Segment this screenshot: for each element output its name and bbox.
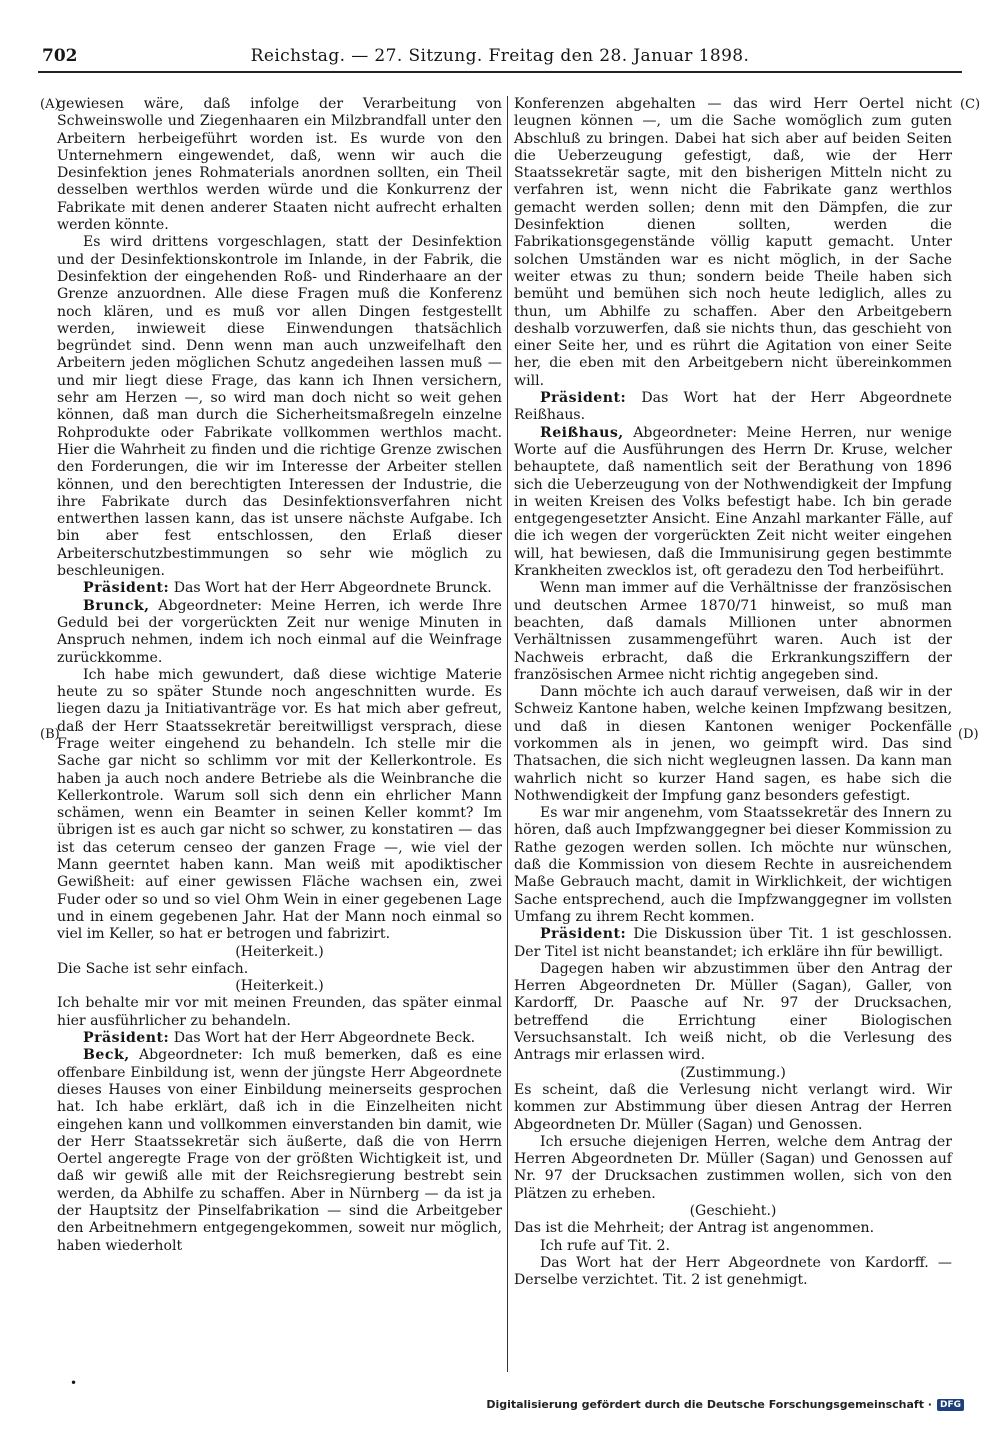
paragraph: Ich rufe auf Tit. 2.: [540, 1237, 671, 1254]
header-rule: [38, 71, 962, 73]
paragraph: Das ist die Mehrheit; der Antrag ist angenommen.: [514, 1220, 875, 1237]
interjection: (Heiterkeit.): [235, 943, 324, 960]
paragraph: Dagegen haben wir abzustimmen über den Antrag der Herren Abgeordneten Dr. Müller (Sagan), Galler, von Kardorff, Dr. Paasche auf Nr. 97 der Drucksachen, betreffend die Errichtung einer Biologischen Versuchsanstalt. Ich weiß nicht, ob die Verlesung des Antrags mir erlassen wird.: [514, 960, 952, 1064]
speaker-name: Präsident:: [83, 580, 170, 597]
interjection: (Zustimmung.): [680, 1064, 786, 1081]
page-header: [38, 44, 962, 72]
margin-marker-b: (B): [40, 727, 60, 742]
interjection: (Heiterkeit.): [235, 978, 324, 995]
speaker-name: Beck,: [83, 1047, 130, 1064]
paragraph: Ich ersuche diejenigen Herren, welche dem Antrag der Herren Abgeordneten Dr. Müller (Sagan) und Genossen auf Nr. 97 der Drucksachen zustimmen wollen, sich von den Plätzen zu erheben.: [514, 1133, 952, 1202]
running-title: Reichstag. — 27. Sitzung. Freitag den 28. Januar 1898.: [250, 46, 750, 66]
speaker-paragraph: Reißhaus, Abgeordneter: Meine Herren, nur wenige Worte auf die Ausführungen des Herrn Dr. Kruse, welcher behauptete, daß namentlich seit der Berathung von 1896 sich die Ueberzeugung von der Nothwendigkeit der Impfung in weiten Kreisen des Volks befestigt habe. Ich bin gerade entgegengesetzter Ansicht. Eine Anzahl markanter Fälle, auf die ich wegen der vorgerückten Zeit nicht weiter eingehen will, hat bewiesen, daß die Immunisirung gegen bestimmte Krankheiten zwecklos ist, oft geradezu den Tod herbeiführt.: [514, 424, 952, 580]
speaker-paragraph: Beck, Abgeordneter: Ich muß bemerken, daß es eine offenbare Einbildung ist, wenn der jüngste Herr Abgeordnete dieses Hauses von einer Einbildung meinerseits gesprochen hat. Ich habe erklärt, daß ich in die Einzelheiten nicht eingehen kann und vollkommen einverstanden bin damit, wie der Herr Staatssekretär sich äußerte, daß die von Herrn Oertel angeregte Frage von der größten Wichtigkeit ist, und daß wir gewiß alle mit der Reichsregierung bestrebt sein werden, da Abhilfe zu schaffen. Aber in Nürnberg — da ist ja der Hauptsitz der Pinselfabrikation — sind die Arbeitgeber den Arbeitnehmern entgegengekommen, soweit nur möglich, haben wiederholt: [57, 1047, 502, 1254]
page-number: 702: [42, 46, 78, 66]
margin-marker-a: (A): [40, 97, 60, 112]
speaker-name: Reißhaus,: [540, 424, 624, 441]
speaker-name: Brunck,: [83, 597, 150, 614]
paragraph: Es wird drittens vorgeschlagen, statt der Desinfektion und der Desinfektionskontrole im Inlande, in der Fabrik, die Desinfektion der eingehenden Roß- und Rinderhaare an der Grenze anzuordnen. Alle diese Fragen muß die Konferenz noch klären, und es muß vor allen Dingen festgestellt werden, inwieweit diese Einwendungen thatsächlich begründet sind. Denn wenn man auch unzweifelhaft den Arbeitern jeden möglichen Schutz angedeihen lassen muß — und mir liegt diese Frage, das kann ich Ihnen versichern, sehr am Herzen —, so wird man doch nicht so weit gehen können, daß man durch die Sicherheitsmaßregeln einzelne Rohprodukte oder Fabrikate vollkommen werthlos macht. Hier die Wahrheit zu finden und die richtige Grenze zwischen den Forderungen, die wir im Interesse der Arbeiter stellen können, und den berechtigten Interessen der Industrie, die ihre Fabrikate durch das Desinfektionsverfahren nicht entwerthen lassen kann, das ist unsere nächste Aufgabe. Ich bin aber fest entschlossen, den Erlaß dieser Arbeiterschutzbestimmungen so sehr wie möglich zu beschleunigen.: [57, 234, 502, 580]
speaker-paragraph: Brunck, Abgeordneter: Meine Herren, ich werde Ihre Geduld bei der vorgerückten Zeit nur wenige Minuten in Anspruch nehmen, indem ich noch einmal auf die Weinfrage zurückkomme.: [57, 597, 502, 666]
paragraph: Konferenzen abgehalten — das wird Herr Oertel nicht leugnen können —, um die Sache womöglich zum guten Abschluß zu bringen. Dabei hat sich aber auf beiden Seiten die Ueberzeugung gefestigt, daß, wie der Herr Staatssekretär sagte, mit den bisherigen Mitteln nicht zu verfahren ist, wenn nicht die Fabrikate ganz werthlos gemacht werden sollen; denn mit den Dämpfen, die zur Desinfektion dienen sollten, werden die Fabrikationsgegenstände völlig kaputt gemacht. Unter solchen Umständen war es nicht möglich, in der Sache weiter etwas zu thun; sondern beide Theile haben sich bemüht und bemühen sich noch heute lediglich, alles zu thun, um Abhilfe zu schaffen. Aber den Arbeitgebern deshalb vorzuwerfen, daß sie nichts thun, das geschieht von einer Seite her, und es rührt die Agitation von einer Seite her, die eben mit den Arbeitgebern nicht übereinkommen will.: [514, 96, 952, 389]
footer-text: Digitalisierung gefördert durch die Deutsche Forschungsgemeinschaft ·: [486, 1398, 932, 1411]
footer-credit: [486, 1398, 964, 1411]
speaker-paragraph: Präsident: Das Wort hat der Herr Abgeordnete Brunck.: [83, 580, 492, 597]
dfg-logo: DFG: [937, 1399, 964, 1411]
interjection: (Geschieht.): [689, 1203, 777, 1219]
paragraph: Das Wort hat der Herr Abgeordnete von Kardorff. — Derselbe verzichtet. Tit. 2 ist genehmigt.: [514, 1254, 952, 1289]
paragraph: gewiesen wäre, daß infolge der Verarbeitung von Schweinswolle und Ziegenhaaren ein Milzbrandfall unter den Arbeitern herbeigeführt worden ist. Es wurde von den Unternehmern eingewendet, daß, wenn wir auch die Desinfektion jenes Rohmaterials anordnen sollten, ein Theil desselben werthlos werden würde und die Konkurrenz der Fabrikate mit denen anderer Staaten nicht aufrecht erhalten werden könnte.: [57, 96, 502, 234]
left-column: [57, 96, 502, 1255]
speaker-name: Präsident:: [540, 390, 627, 407]
speaker-paragraph: Präsident: Die Diskussion über Tit. 1 ist geschlossen. Der Titel ist nicht beanstandet; ich erkläre ihn für bewilligt.: [514, 926, 952, 960]
speaker-name: Präsident:: [83, 1030, 170, 1047]
right-column: [514, 96, 952, 1289]
margin-marker-c: (C): [960, 97, 981, 112]
paragraph: Dann möchte ich auch darauf verweisen, daß wir in der Schweiz Kantone haben, welche keinen Impfzwang besitzen, und daß in diesen Kantonen weniger Pockenfälle vorkommen als in jenen, wo geimpft wird. Das sind Thatsachen, die sich nicht wegleugnen lassen. Da kann man wahrlich nicht so kurzer Hand sagen, es habe sich die Nothwendigkeit der Impfung ganz besonders gefestigt.: [514, 684, 952, 804]
speaker-paragraph: Präsident: Das Wort hat der Herr Abgeordnete Reißhaus.: [514, 390, 952, 424]
paragraph: Ich habe mich gewundert, daß diese wichtige Materie heute zu so später Stunde noch angeschnitten wurde. Es liegen dazu ja Initiativanträge vor. Es hat mich aber gefreut, daß der Herr Staatssekretär bereitwilligst versprach, diese Frage weiter eingehend zu behandeln. Ich stelle mir die Sache gar nicht so schlimm vor mit der Kellerkontrole. Es haben ja auch noch andere Betriebe als die Weinbranche die Kellerkontrole. Warum soll sich denn ein ehrlicher Mann schämen, wenn ein Beamter in seinen Keller kommt? Im übrigen ist es auch gar nicht so schwer, zu konstatiren — das ist das ceterum censeo der ganzen Frage —, wie viel der Mann geerntet haben kann. Man weiß mit apodiktischer Gewißheit: auf einer gewissen Fläche wachsen ein, zwei Fuder oder so und so viel Ohm Wein in einer gegebenen Lage und in einem gegebenen Jahr. Hat der Mann noch einmal so viel im Keller, so hat er betrogen und fabrizirt.: [57, 666, 502, 943]
paragraph: Die Sache ist sehr einfach.: [57, 960, 249, 977]
speaker-paragraph: Präsident: Das Wort hat der Herr Abgeordnete Beck.: [83, 1030, 476, 1047]
margin-marker-d: (D): [958, 727, 979, 742]
paragraph: Wenn man immer auf die Verhältnisse der französischen und deutschen Armee 1870/71 hinweist, so muß man beachten, daß damals Millionen unter abnormen Verhältnissen zusammengeführt waren. Auch ist der Nachweis erbracht, daß die Erkrankungsziffern der französischen Armee nicht richtig angegeben sind.: [514, 580, 952, 683]
paragraph: Es scheint, daß die Verlesung nicht verlangt wird. Wir kommen zur Abstimmung über diesen Antrag der Herren Abgeordneten Dr. Müller (Sagan) und Genossen.: [514, 1081, 952, 1133]
speaker-name: Präsident:: [540, 926, 627, 943]
paragraph: Es war mir angenehm, vom Staatssekretär des Innern zu hören, daß auch Impfzwanggegner bei dieser Kommission zu Rathe gezogen werden sollen. Ich möchte nur wünschen, daß die Kommission von diesem Rechte in ausreichendem Maße Gebrauch macht, damit in Wirklichkeit, der wichtigen Sache entsprechend, auch die Impfzwanggegner im vollsten Umfang zu ihrem Recht kommen.: [514, 805, 952, 925]
bullet-mark: •: [70, 1376, 78, 1390]
column-divider: [507, 96, 508, 1372]
paragraph: Ich behalte mir vor mit meinen Freunden, das später einmal hier ausführlicher zu behandeln.: [57, 995, 502, 1029]
